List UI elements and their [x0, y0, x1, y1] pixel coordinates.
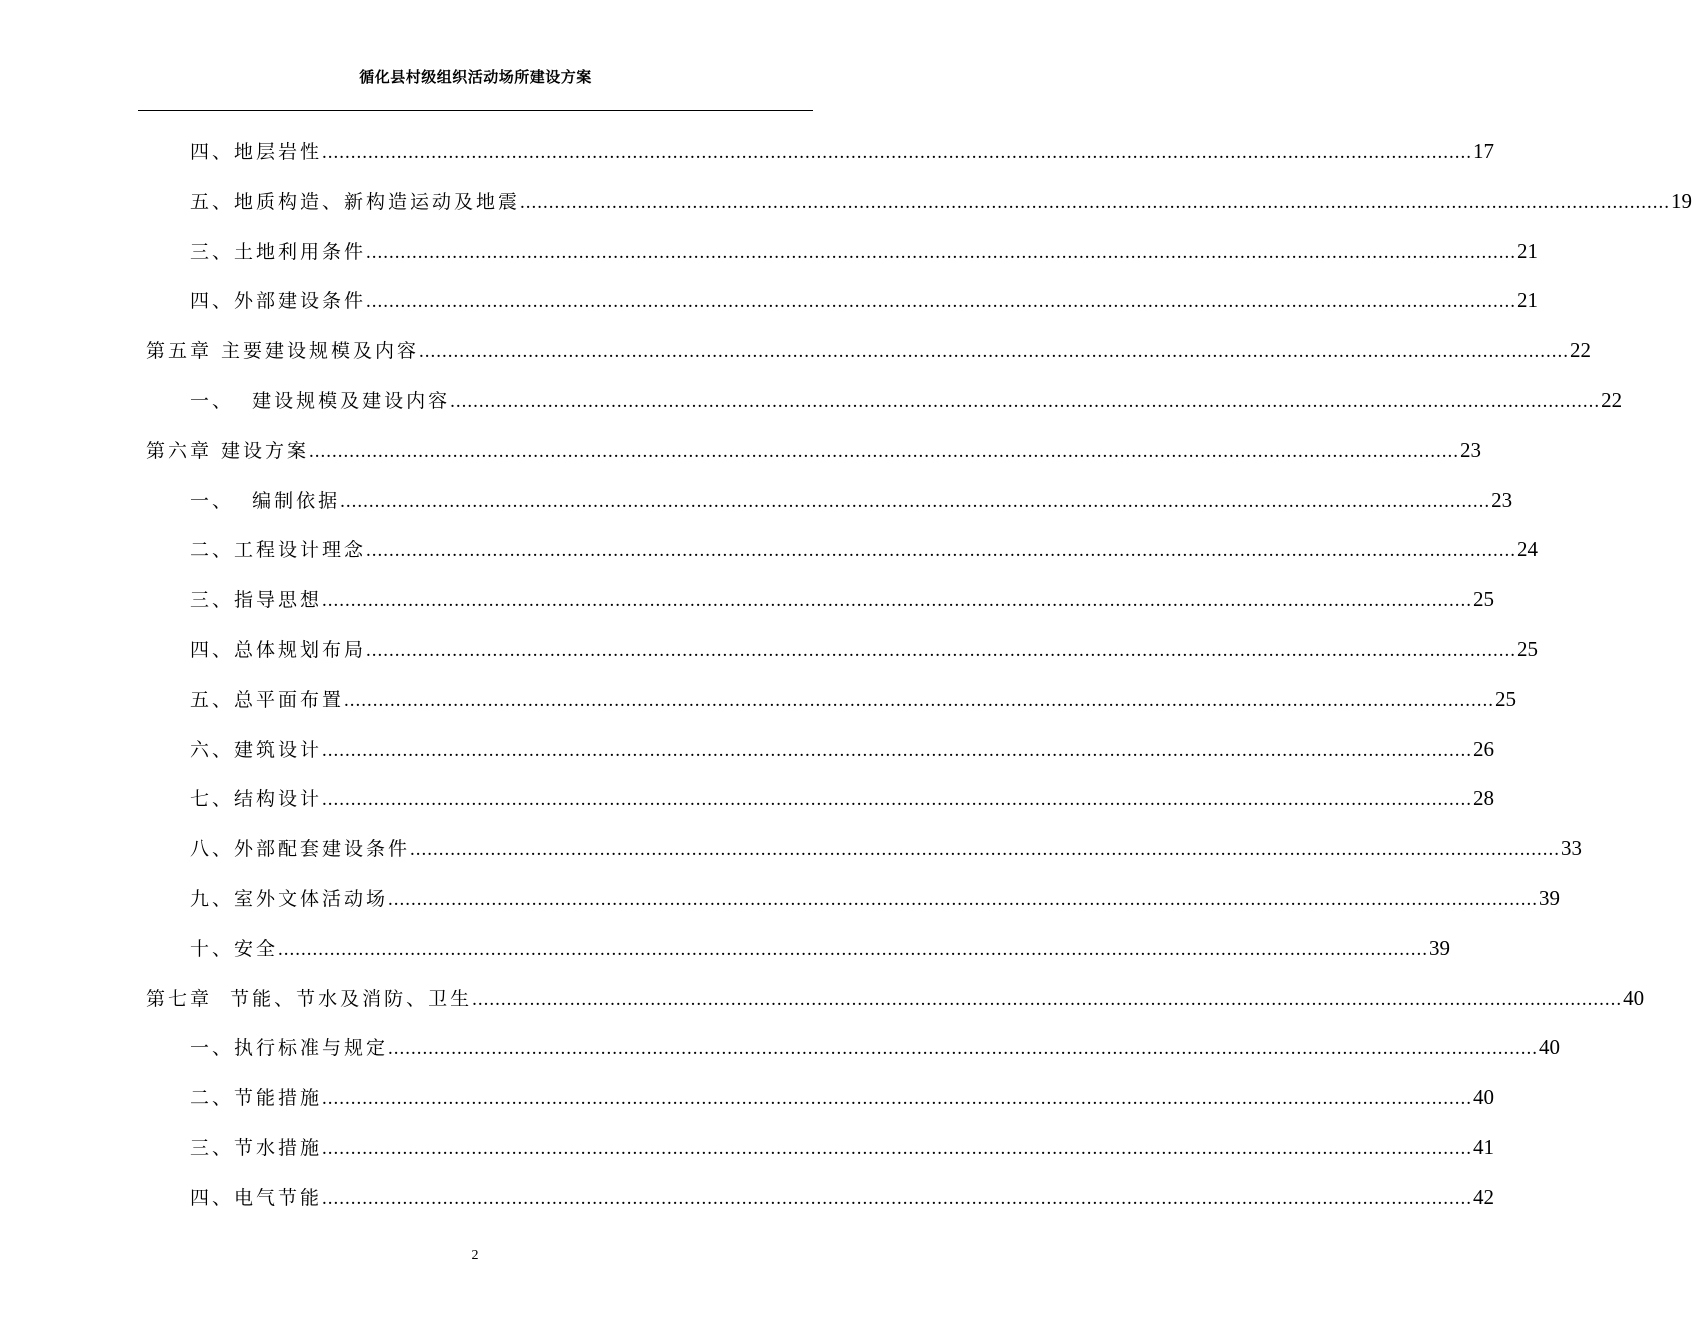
toc-entry-page: 21 — [1517, 238, 1539, 263]
toc-entry-page: 21 — [1517, 288, 1539, 313]
header-divider — [138, 110, 813, 111]
toc-entry-label: 七、结构设计 — [190, 788, 323, 811]
toc-dot-leader: ........................................................................................................................................................................................................ — [322, 1138, 1473, 1159]
toc-entry-label: 二、节能措施 — [190, 1087, 323, 1110]
toc-entry[interactable] — [190, 833, 1583, 863]
toc-entry-page: 41 — [1473, 1135, 1495, 1159]
toc-entry-label: 一、 编制依据 — [190, 489, 341, 512]
toc-dot-leader: ........................................................................................................................................................................................................ — [410, 839, 1561, 861]
toc-entry[interactable] — [190, 1082, 1495, 1112]
toc-entry[interactable] — [146, 435, 1482, 465]
toc-entry-page: 23 — [1460, 437, 1482, 462]
toc-entry[interactable] — [190, 534, 1539, 564]
toc-entry-page: 25 — [1517, 637, 1539, 661]
toc-dot-leader: ........................................................................................................................................................................................................ — [419, 341, 1570, 363]
toc-entry-label: 四、总体规划布局 — [190, 639, 367, 661]
toc-entry-page: 39 — [1539, 886, 1561, 910]
toc-dot-leader: ........................................................................................................................................................................................................ — [322, 1088, 1473, 1110]
toc-entry[interactable] — [190, 883, 1561, 913]
toc-entry-page: 19 — [1671, 188, 1692, 213]
toc-dot-leader: ........................................................................................................................................................................................................ — [472, 988, 1623, 1010]
toc-entry[interactable] — [190, 634, 1539, 664]
toc-entry[interactable] — [190, 1132, 1495, 1162]
toc-dot-leader: ........................................................................................................................................................................................................ — [278, 938, 1429, 960]
toc-entry-label: 五、地质构造、新构造运动及地震 — [190, 190, 521, 213]
toc-entry[interactable] — [190, 136, 1495, 166]
toc-entry-page: 42 — [1473, 1184, 1495, 1209]
toc-entry-label: 一、 建设规模及建设内容 — [190, 390, 451, 412]
toc-entry[interactable] — [146, 335, 1592, 365]
toc-dot-leader: ........................................................................................................................................................................................................ — [322, 590, 1473, 612]
toc-entry-label: 八、外部配套建设条件 — [190, 838, 411, 861]
toc-entry-label: 一、执行标准与规定 — [190, 1037, 389, 1060]
toc-dot-leader: ........................................................................................................................................................................................................ — [366, 540, 1517, 562]
toc-entry-page: 22 — [1570, 338, 1592, 363]
toc-dot-leader: ........................................................................................................................................................................................................ — [309, 440, 1460, 462]
toc-dot-leader: ........................................................................................................................................................................................................ — [340, 490, 1491, 512]
toc-entry[interactable] — [190, 584, 1495, 614]
toc-dot-leader: ........................................................................................................................................................................................................ — [388, 889, 1539, 910]
toc-entry-label: 第五章 主要建设规模及内容 — [146, 340, 420, 363]
toc-dot-leader: ........................................................................................................................................................................................................ — [322, 789, 1473, 811]
toc-entry-page: 28 — [1473, 786, 1495, 811]
toc-entry[interactable] — [190, 485, 1513, 515]
toc-entry-label: 第六章 建设方案 — [146, 439, 310, 462]
toc-entry[interactable] — [190, 1032, 1561, 1062]
toc-entry-page: 40 — [1539, 1035, 1561, 1060]
toc-entry[interactable] — [190, 385, 1623, 415]
toc-dot-leader: ........................................................................................................................................................................................................ — [322, 142, 1473, 163]
toc-entry-label: 六、建筑设计 — [190, 738, 323, 761]
toc-entry-page: 33 — [1561, 836, 1583, 861]
toc-dot-leader: ........................................................................................................................................................................................................ — [520, 191, 1671, 213]
toc-entry-page: 22 — [1601, 388, 1623, 412]
toc-entry[interactable] — [190, 734, 1495, 764]
toc-entry-label: 十、安全 — [190, 937, 279, 960]
toc-entry-page: 24 — [1517, 537, 1539, 562]
toc-entry-label: 五、总平面布置 — [190, 688, 345, 711]
toc-entry-page: 26 — [1473, 736, 1495, 761]
toc-entry[interactable] — [190, 783, 1495, 813]
toc-entry-label: 二、工程设计理念 — [190, 539, 367, 562]
toc-dot-leader: ........................................................................................................................................................................................................ — [366, 291, 1517, 313]
toc-entry-label: 三、节水措施 — [190, 1137, 323, 1159]
page-header-title: 循化县村级组织活动场所建设方案 — [359, 68, 592, 86]
toc-entry[interactable] — [190, 285, 1539, 315]
toc-entry[interactable] — [146, 983, 1645, 1013]
toc-entry-page: 25 — [1495, 686, 1517, 711]
toc-dot-leader: ........................................................................................................................................................................................................ — [366, 241, 1517, 263]
toc-entry-label: 四、电气节能 — [190, 1186, 323, 1209]
toc-entry-page: 25 — [1473, 587, 1495, 612]
toc-entry-page: 23 — [1491, 487, 1513, 512]
toc-entry-label: 三、土地利用条件 — [190, 240, 367, 263]
toc-entry[interactable] — [190, 933, 1451, 963]
toc-entry-label: 四、地层岩性 — [190, 141, 323, 163]
toc-entry[interactable] — [190, 1182, 1495, 1212]
page-number: 2 — [471, 1248, 479, 1263]
toc-entry-page: 40 — [1473, 1085, 1495, 1110]
toc-dot-leader: ........................................................................................................................................................................................................ — [322, 739, 1473, 761]
toc-entry-label: 九、室外文体活动场 — [190, 888, 389, 910]
toc-entry-label: 四、外部建设条件 — [190, 290, 367, 313]
toc-dot-leader: ........................................................................................................................................................................................................ — [366, 640, 1517, 661]
toc-entry-page: 17 — [1473, 139, 1495, 163]
toc-entry-page: 40 — [1623, 985, 1645, 1010]
toc-entry[interactable] — [190, 186, 1692, 216]
toc-dot-leader: ........................................................................................................................................................................................................ — [450, 391, 1601, 412]
toc-entry-page: 39 — [1429, 935, 1451, 960]
toc-entry-label: 第七章 节能、节水及消防、卫生 — [146, 987, 473, 1010]
toc-dot-leader: ........................................................................................................................................................................................................ — [322, 1187, 1473, 1209]
toc-dot-leader: ........................................................................................................................................................................................................ — [388, 1038, 1539, 1060]
toc-entry-label: 三、指导思想 — [190, 589, 323, 612]
toc-dot-leader: ........................................................................................................................................................................................................ — [344, 689, 1495, 711]
toc-entry[interactable] — [190, 236, 1539, 266]
toc-entry[interactable] — [190, 684, 1517, 714]
